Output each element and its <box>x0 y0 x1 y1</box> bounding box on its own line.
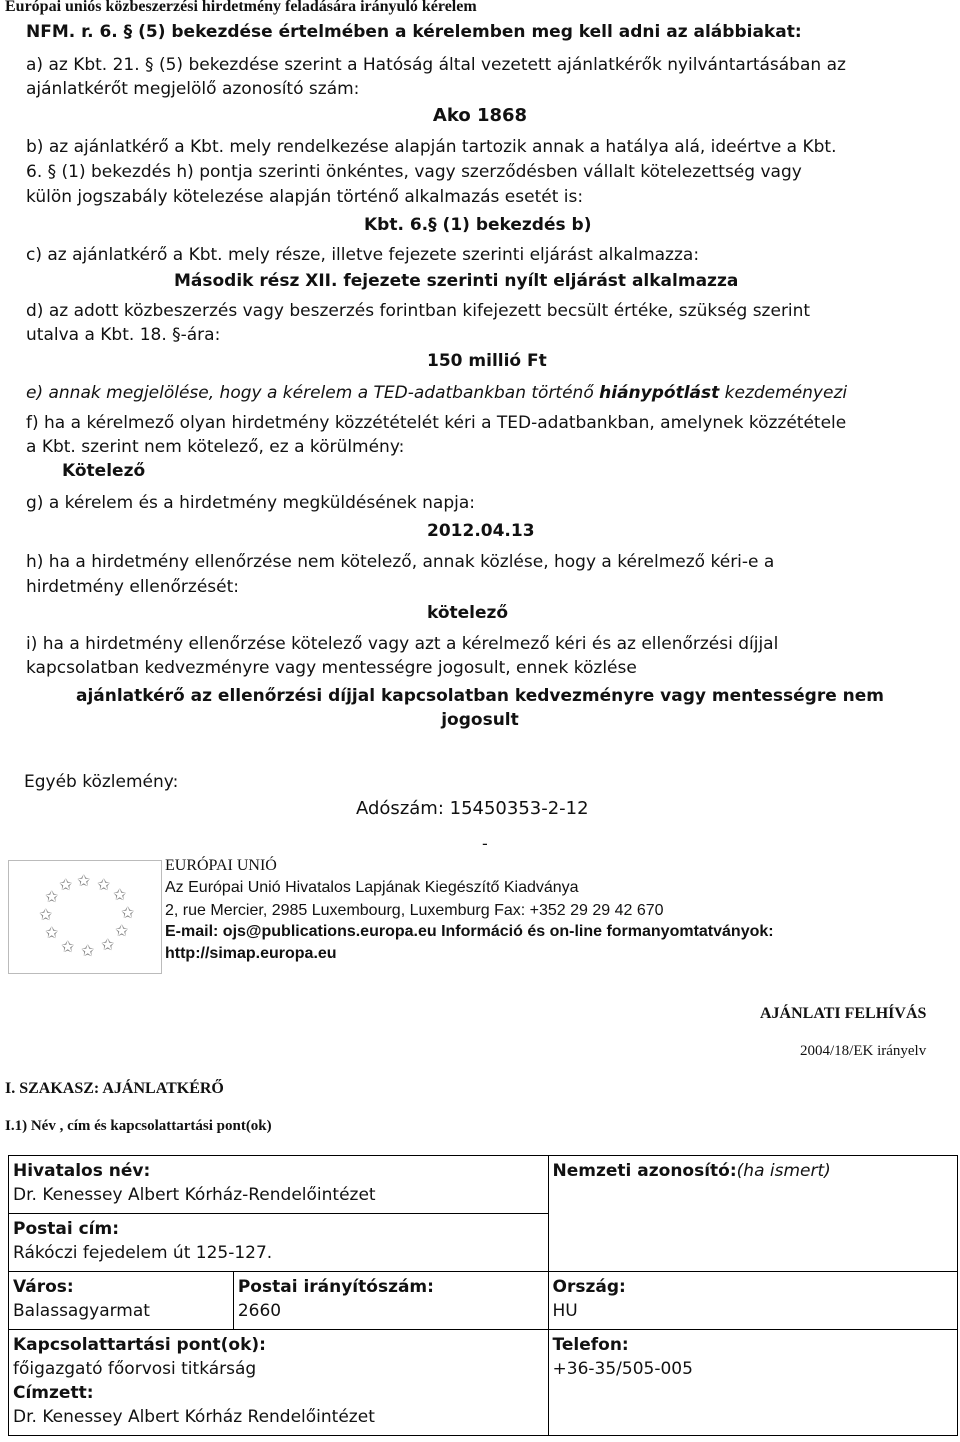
star-icon: ✩ <box>61 937 75 956</box>
contact-table <box>8 1155 958 1436</box>
star-icon: ✩ <box>115 921 129 940</box>
star-icon: ✩ <box>121 903 135 922</box>
city-value: Balassagyarmat <box>13 1301 150 1321</box>
eu-email-line: E-mail: ojs@publications.europa.eu Információ és on-line formanyomtatványok: <box>165 923 774 940</box>
official-name-label: Hivatalos név: <box>13 1161 151 1181</box>
notice-title: AJÁNLATI FELHÍVÁS <box>760 1005 927 1022</box>
subsection-heading: I.1) Név , cím és kapcsolattartási pont(ok) <box>5 1118 272 1134</box>
item-e-emphasis: hiánypótlást <box>599 383 720 403</box>
table-row <box>9 1330 958 1436</box>
item-b-line-2: 6. § (1) bekezdés h) pontja szerinti önkéntes, vagy szerződésben vállalt kötelezettség vagy <box>26 162 802 182</box>
eu-union-label: EURÓPAI UNIÓ <box>165 857 277 874</box>
postal-address-label: Postai cím: <box>13 1219 120 1239</box>
item-e-suffix: kezdeményezi <box>719 383 848 403</box>
nfm-heading: NFM. r. 6. § (5) bekezdése értelmében a kérelemben meg kell adni az alábbiakat: <box>26 22 802 42</box>
table-row <box>9 1272 958 1330</box>
addressee-label: Címzett: <box>13 1383 94 1403</box>
item-i-value-1: ajánlatkérő az ellenőrzési díjjal kapcsolatban kedvezményre vagy mentességre nem <box>75 686 885 706</box>
table-row <box>9 1156 958 1214</box>
item-h-line-2: hirdetmény ellenőrzését: <box>26 577 239 597</box>
directive-label: 2004/18/EK irányelv <box>800 1043 927 1059</box>
item-e-prefix: e) annak megjelölése, hogy a kérelem a TED-adatbankban történő <box>26 383 600 403</box>
item-i-value-2: jogosult <box>441 710 519 730</box>
eu-flag-image <box>8 860 162 974</box>
star-icon: ✩ <box>45 887 59 906</box>
addressee-value: Dr. Kenessey Albert Kórház Rendelőintézet <box>13 1407 375 1427</box>
national-id-label: Nemzeti azonosító: <box>552 1161 737 1181</box>
item-f-line-1: f) ha a kérelmező olyan hirdetmény közzétételét kéri a TED-adatbankban, amelynek közzététele <box>26 413 847 433</box>
phone-cell <box>548 1330 957 1436</box>
zip-cell <box>233 1272 548 1330</box>
document-title: Európai uniós közbeszerzési hirdetmény feladására irányuló kérelem <box>5 0 477 15</box>
city-label: Város: <box>13 1277 74 1297</box>
country-label: Ország: <box>552 1277 626 1297</box>
star-icon: ✩ <box>101 935 115 954</box>
star-icon: ✩ <box>39 905 53 924</box>
contact-point-cell <box>9 1330 549 1436</box>
item-g-line-1: g) a kérelem és a hirdetmény megküldésének napja: <box>26 493 475 513</box>
star-icon: ✩ <box>113 885 127 904</box>
item-b-line-1: b) az ajánlatkérő a Kbt. mely rendelkezése alapján tartozik annak a hatálya alá, ideértve a Kbt. <box>26 137 837 157</box>
national-id-hint: (ha ismert) <box>736 1161 831 1181</box>
item-h-line-1: h) ha a hirdetmény ellenőrzése nem kötelező, annak közlése, hogy a kérelmező kéri-e a <box>26 552 775 572</box>
zip-value: 2660 <box>237 1301 282 1321</box>
item-a-line-2: ajánlatkérőt megjelölő azonosító szám: <box>26 79 360 99</box>
star-icon: ✩ <box>59 875 73 894</box>
item-g-value: 2012.04.13 <box>427 521 535 541</box>
city-cell <box>9 1272 234 1330</box>
other-notice-label: Egyéb közlemény: <box>24 772 179 792</box>
item-c-line-1: c) az ajánlatkérő a Kbt. mely része, illetve fejezete szerinti eljárást alkalmazza: <box>26 245 700 265</box>
postal-address-cell <box>9 1214 549 1272</box>
zip-label: Postai irányítószám: <box>237 1277 434 1297</box>
phone-label: Telefon: <box>552 1335 629 1355</box>
section-heading: I. SZAKASZ: AJÁNLATKÉRŐ <box>5 1080 224 1097</box>
official-name-cell <box>9 1156 549 1214</box>
item-e-line <box>26 381 847 405</box>
item-h-value: kötelező <box>427 603 509 623</box>
contact-point-label: Kapcsolattartási pont(ok): <box>13 1335 266 1355</box>
separator-dash: - <box>482 834 488 853</box>
star-icon: ✩ <box>81 941 95 960</box>
item-b-value: Kbt. 6.§ (1) bekezdés b) <box>364 215 592 235</box>
official-name-value: Dr. Kenessey Albert Kórház-Rendelőintézet <box>13 1185 376 1205</box>
item-a-line-1: a) az Kbt. 21. § (5) bekezdése szerint a Hatóság által vezetett ajánlatkérők nyilvántartásában az <box>26 55 846 75</box>
eu-journal-label: Az Európai Unió Hivatalos Lapjának Kiegészítő Kiadványa <box>165 879 579 896</box>
item-i-line-1: i) ha a hirdetmény ellenőrzése kötelező vagy azt a kérelmező kéri és az ellenőrzési díjjal <box>26 634 779 654</box>
tax-id: Adószám: 15450353-2-12 <box>356 798 589 819</box>
item-c-value: Második rész XII. fejezete szerinti nyílt eljárást alkalmazza <box>174 271 739 291</box>
eu-web-link[interactable]: http://simap.europa.eu <box>165 945 337 962</box>
item-b-line-3: külön jogszabály kötelezése alapján történő alkalmazás esetét is: <box>26 187 584 207</box>
item-d-value: 150 millió Ft <box>427 351 547 371</box>
star-icon: ✩ <box>45 923 59 942</box>
item-d-line-1: d) az adott közbeszerzés vagy beszerzés forintban kifejezett becsült értéke, szükség szerint <box>26 301 811 321</box>
star-icon: ✩ <box>77 871 91 890</box>
national-id-cell <box>548 1156 957 1272</box>
star-icon: ✩ <box>97 875 111 894</box>
contact-point-value: főigazgató főorvosi titkárság <box>13 1359 257 1379</box>
eu-address: 2, rue Mercier, 2985 Luxembourg, Luxemburg Fax: +352 29 29 42 670 <box>165 902 664 919</box>
item-f-value: Kötelező <box>62 461 146 481</box>
country-value: HU <box>552 1301 578 1321</box>
item-d-line-2: utalva a Kbt. 18. §-ára: <box>26 325 221 345</box>
phone-value: +36-35/505-005 <box>552 1359 693 1379</box>
country-cell <box>548 1272 957 1330</box>
item-i-line-2: kapcsolatban kedvezményre vagy mentességre jogosult, ennek közlése <box>26 658 637 678</box>
item-f-line-2: a Kbt. szerint nem kötelező, ez a körülmény: <box>26 437 405 457</box>
postal-address-value: Rákóczi fejedelem út 125-127. <box>13 1243 273 1263</box>
item-a-value: Ako 1868 <box>432 105 528 126</box>
